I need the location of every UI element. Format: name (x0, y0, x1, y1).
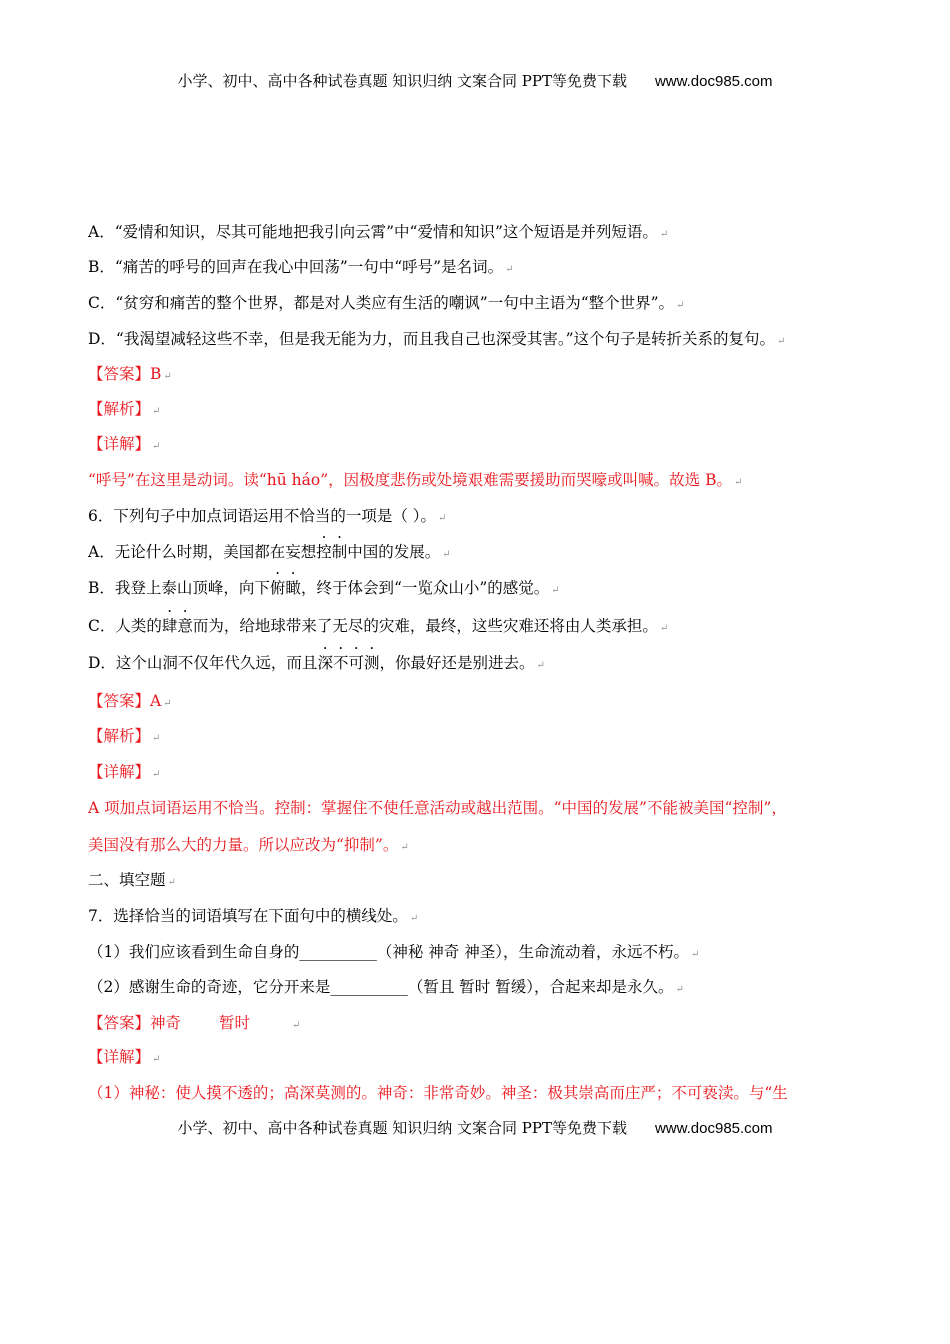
header-site[interactable]: www.doc985.com (654, 73, 773, 90)
dotted-char: 制 (331, 543, 348, 561)
q7-answer: 【答案】神奇 暂时 ↵ (88, 1014, 301, 1032)
dotted-char: 深 (317, 654, 333, 672)
dotted-char: 意 (177, 617, 193, 635)
q6-option-a: A．无论什么时期，美国都在妄想控制中国的发展。 ↵ (88, 543, 451, 561)
q5-answer: 【答案】B ↵ (88, 365, 172, 383)
q6-analysis-label: 【解析】 ↵ (88, 727, 161, 745)
dotted-char: 可 (348, 654, 364, 672)
dotted-char: 不 (332, 654, 349, 672)
q5-option-a: A．“爱情和知识，尽其可能地把我引向云霄”中“爱情和知识”这个短语是并列短语。 ↵ (88, 223, 669, 241)
footer-text: 小学、初中、高中各种试卷真题 知识归纳 文案合同 PPT等免费下载 (177, 1119, 627, 1137)
q5-option-c: C．“贫穷和痛苦的整个世界，都是对人类应有生活的嘲讽”一句中主语为“整个世界”。 ↵ (88, 294, 685, 312)
section-heading: 二、填空题 ↵ (88, 871, 176, 889)
q5-option-b: B．“痛苦的呼号的回声在我心中回荡”一句中“呼号”是名词。 ↵ (88, 258, 514, 276)
dotted-char: 肆 (161, 617, 178, 635)
q6-detail-label: 【详解】 ↵ (88, 763, 161, 781)
dotted-char: 瞰 (285, 579, 301, 597)
header-text: 小学、初中、高中各种试卷真题 知识归纳 文案合同 PPT等免费下载 (177, 72, 627, 90)
footer-site[interactable]: www.doc985.com (654, 1120, 773, 1137)
page-header (0, 70, 950, 91)
q6-option-c: C．人类的肆意而为，给地球带来了无尽的灾难，最终，这些灾难还将由人类承担。 ↵ (88, 617, 669, 635)
q7-detail-text: （1）神秘：使人摸不透的；高深莫测的。神奇：非常奇妙。神圣：极其崇高而庄严；不可亵渎。与“生 (88, 1084, 788, 1102)
q5-analysis-label: 【解析】 ↵ (88, 400, 161, 418)
q7-detail-label: 【详解】 ↵ (88, 1048, 161, 1066)
q5-option-d: D．“我渴望减轻这些不幸，但是我无能为力，而且我自己也深受其害。”这个句子是转折关系的复句。 ↵ (88, 330, 786, 348)
q6-option-b: B．我登上泰山顶峰，向下俯瞰，终于体会到“一览众山小”的感觉。 ↵ (88, 579, 560, 597)
q6-answer: 【答案】A ↵ (88, 692, 172, 710)
q5-detail-label: 【详解】 ↵ (88, 435, 161, 453)
dotted-char: 控 (316, 543, 332, 561)
page-footer (0, 1117, 950, 1138)
q5-detail-text: “呼号”在这里是动词。读“hū háo”，因极度悲伤或处境艰难需要援助而哭嚎或叫喊。故选 B。 ↵ (88, 471, 743, 489)
q7-sentence-2: （2）感谢生命的奇迹，它分开来是__________（暂且 暂时 暂缓），合起来却是永久。 ↵ (88, 978, 684, 996)
q6-detail-text-1: A 项加点词语运用不恰当。控制：掌握住不使任意活动或越出范围。“中国的发展”不能被美国“控制”， (88, 799, 787, 817)
q7-sentence-1: （1）我们应该看到生命自身的__________（神秘 神奇 神圣），生命流动着，永远不朽。 ↵ (88, 943, 700, 961)
dotted-char: 测 (363, 654, 380, 672)
q7-stem: 7．选择恰当的词语填写在下面句中的横线处。 ↵ (88, 907, 419, 925)
q6-detail-text-2: 美国没有那么大的力量。所以应改为“抑制”。 ↵ (88, 836, 409, 854)
q6-stem: 6．下列句子中加点词语运用不恰当的一项是（ ）。 ↵ (88, 507, 447, 525)
dotted-char: 俯 (269, 579, 286, 597)
q6-option-d: D．这个山洞不仅年代久远，而且深不可测，你最好还是别进去。 ↵ (88, 654, 545, 672)
